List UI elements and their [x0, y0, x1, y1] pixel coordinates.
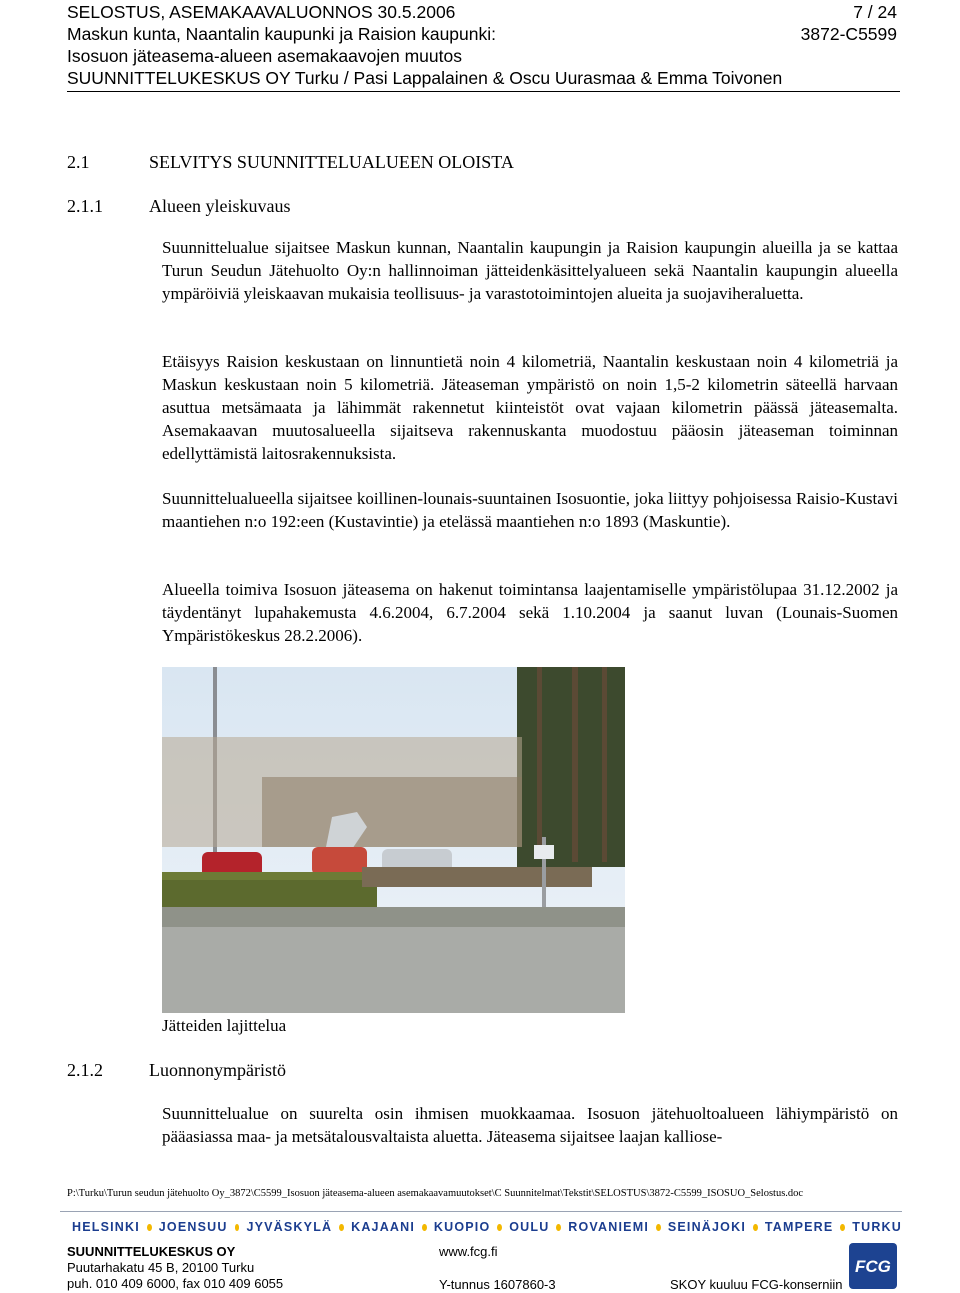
- paragraph-area-overview: Suunnittelualue sijaitsee Maskun kunnan, Naantalin kaupungin ja Raision kaupungin alueilla ja se kattaa Turun Seudun Jätehuolto Oy:n hallinnoiman jätteidenkäsittelyalueen sekä Naantalin kaupungin alueella ympäröiviä yleiskaavan mukaisia teollisuus- ja varastotoimintojen alueita ja suojaviheraluetta.: [162, 238, 898, 303]
- subsection-number: 2.1.1: [67, 196, 103, 216]
- city-name: TURKU: [852, 1220, 903, 1234]
- paragraph-natural-environment: Suunnittelualue on suurelta osin ihmisen muokkaamaa. Isosuon jätehuoltoalueen lähiympäristö on pääasiassa maa- ja metsätalousvaltaista aluetta. Jäteasema sijaitsee laajan kalliose-: [162, 1104, 898, 1146]
- city-name: SEINÄJOKI: [667, 1220, 747, 1234]
- bullet-dot-icon: [753, 1224, 758, 1231]
- fcg-logo-text: FCG: [855, 1257, 891, 1276]
- header-municipalities: Maskun kunta, Naantalin kaupunki ja Raision kaupunki:: [67, 24, 497, 44]
- footer-website: www.fcg.fi: [439, 1244, 498, 1259]
- footer-business-id: Y-tunnus 1607860-3: [439, 1277, 556, 1292]
- header-page-number: 7 / 24: [853, 2, 897, 22]
- subsection-number: 2.1.2: [67, 1060, 103, 1080]
- section-number: 2.1: [67, 152, 90, 172]
- header-plan-name: Isosuon jäteasema-alueen asemakaavojen muutos: [67, 46, 462, 66]
- bullet-dot-icon: [656, 1224, 661, 1231]
- paragraph-distances: Etäisyys Raision keskustaan on linnuntietä noin 4 kilometriä, Naantalin keskustaan noin 4 kilometriä ja Maskun keskustaan noin 5 kilometriä. Jäteaseman ympäristö on noin 1,5-2 kilometrin säteellä harvaan asuttua metsämaata ja lähimmät rakennetut kiinteistöt ovat vajaan kilometrin päässä jäteasemalta. Asemakaavan muutosalueella sijaitseva rakennuskanta muodostuu pääosin jäteaseman toiminnan edellyttämistä laitosrakennuksista.: [162, 352, 898, 463]
- header-authors: SUUNNITTELUKESKUS OY Turku / Pasi Lappalainen & Oscu Uurasmaa & Emma Toivonen: [67, 68, 783, 88]
- footer-rule: [60, 1211, 902, 1212]
- city-name: TAMPERE: [764, 1220, 834, 1234]
- footer-file-path: P:\Turku\Turun seudun jätehuolto Oy_3872\C5599_Isosuon jäteasema-alueen asemakaavamuutokset\C Suunnitelmat\Tekstit\SELOSTUS\3872-C5599_ISOSUO_Selostus.doc: [67, 1188, 804, 1199]
- footer-address: Puutarhakatu 45 B, 20100 Turku: [67, 1260, 255, 1275]
- city-name: JOENSUU: [158, 1220, 228, 1234]
- footer-city-list: [72, 1220, 902, 1234]
- subsection-title: Alueen yleiskuvaus: [149, 196, 291, 216]
- bullet-dot-icon: [422, 1224, 427, 1231]
- section-title: SELVITYS SUUNNITTELUALUEEN OLOISTA: [149, 152, 514, 172]
- bullet-dot-icon: [556, 1224, 561, 1231]
- paragraph-permit: Alueella toimiva Isosuon jäteasema on hakenut toimintansa laajentamiselle ympäristölupaa 31.12.2002 ja täydentänyt lupahakemusta 4.6.2004, 6.7.2004 sekä 1.10.2004 ja saanut luvan (Lounais-Suomen Ympäristökeskus 28.2.2006).: [162, 580, 898, 645]
- subsection-title: Luonnonympäristö: [149, 1060, 286, 1080]
- footer-phone: puh. 010 409 6000, fax 010 409 6055: [67, 1276, 284, 1291]
- bullet-dot-icon: [840, 1224, 845, 1231]
- header-project-code: 3872-C5599: [800, 24, 897, 44]
- city-name: ROVANIEMI: [568, 1220, 649, 1234]
- bullet-dot-icon: [497, 1224, 502, 1231]
- header-rule: [67, 91, 900, 92]
- paragraph-road: Suunnittelualueella sijaitsee koillinen-lounais-suuntainen Isosuontie, joka liittyy pohjoisessa Raisio-Kustavi maantiehen n:o 192:een (Kustavintie) ja etelässä maantiehen n:o 1893 (Maskuntie).: [162, 489, 898, 531]
- footer-company: SUUNNITTELUKESKUS OY: [67, 1244, 236, 1259]
- fcg-logo: [849, 1243, 897, 1289]
- city-name: HELSINKI: [72, 1220, 140, 1234]
- bullet-dot-icon: [235, 1224, 240, 1231]
- city-name: JYVÄSKYLÄ: [246, 1220, 333, 1234]
- photo-waste-sorting: [162, 667, 625, 1013]
- footer-group-note: SKOY kuuluu FCG-konserniin: [670, 1277, 843, 1292]
- bullet-dot-icon: [147, 1224, 152, 1231]
- city-name: KAJAANI: [351, 1220, 416, 1234]
- photo-caption: Jätteiden lajittelua: [162, 1016, 287, 1035]
- city-name: KUOPIO: [433, 1220, 491, 1234]
- header-doc-title: SELOSTUS, ASEMAKAAVALUONNOS 30.5.2006: [67, 2, 456, 22]
- bullet-dot-icon: [339, 1224, 344, 1231]
- city-name: OULU: [509, 1220, 550, 1234]
